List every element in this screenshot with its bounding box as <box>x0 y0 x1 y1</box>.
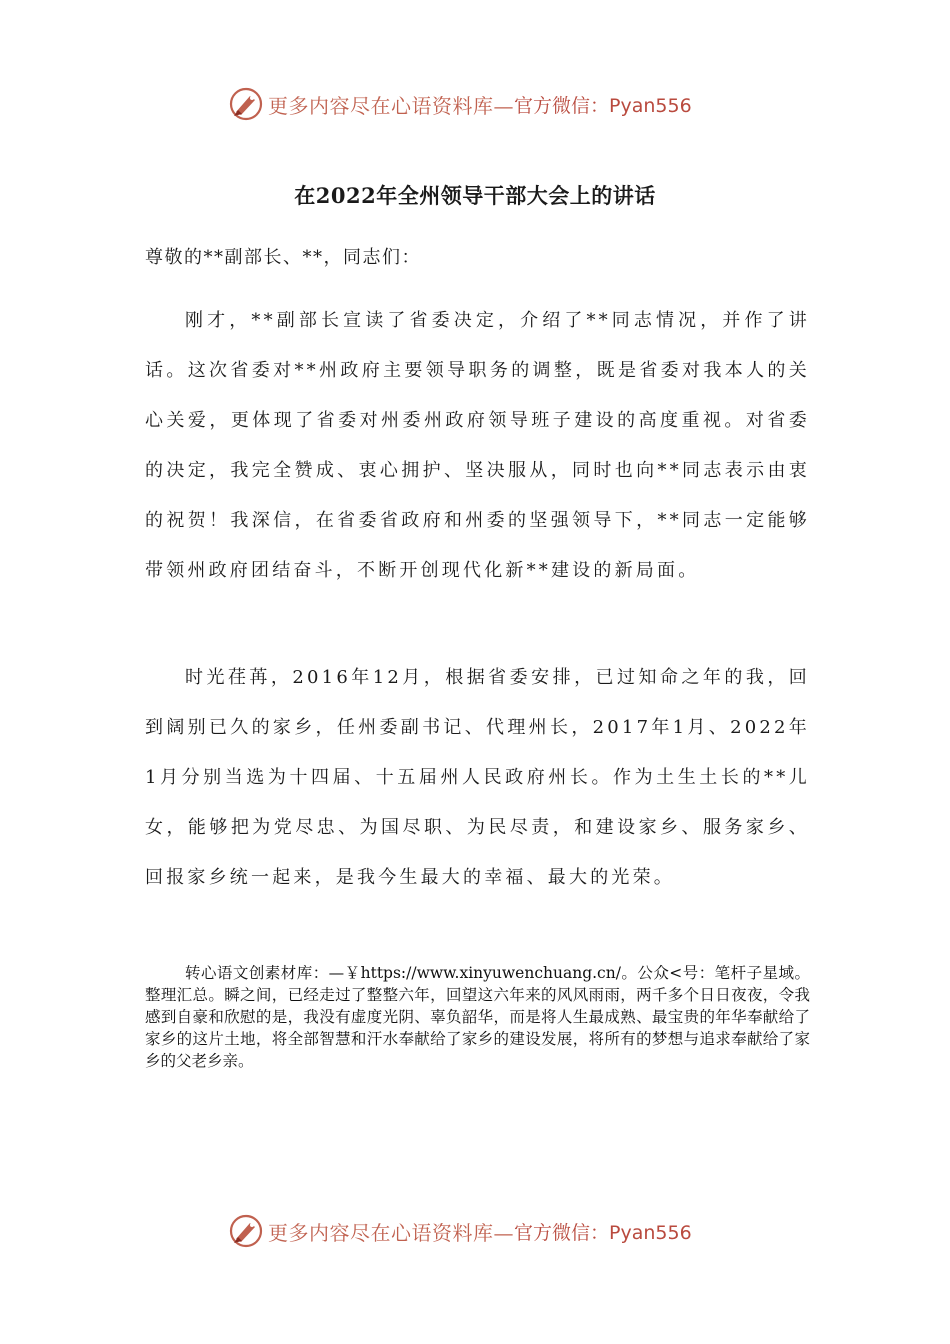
pen-nib-icon <box>228 86 264 122</box>
salutation: 尊敬的**副部长、**，同志们： <box>145 247 421 268</box>
wechat-id: 官方微信：Pyan556 <box>514 1221 692 1244</box>
document-title: 在2022年全州领导干部大会上的讲话 <box>294 183 656 208</box>
paragraph-3: 转心语文创素材库：—￥https://www.xinyuwenchuang.cn/。公众<号：笔杆子星域。整理汇总。瞬之间，已经走过了整整六年，回望这六年来的风风雨雨，两千多个日日夜夜，令我感到自豪和欣慰的是，我没有虚度光阴、辜负韶华，而是将人生最成熟、最宝贵的年华奉献给了家乡的这片土地，将全部智慧和汗水奉献给了家乡的建设发展，将所有的梦想与追求奉献给了家乡的父老乡亲。 <box>145 964 810 1070</box>
pen-nib-icon <box>228 1213 264 1249</box>
footer-banner <box>228 1211 728 1251</box>
paragraph-1: 刚才，**副部长宣读了省委决定，介绍了**同志情况，并作了讲话。这次省委对**州政府主要领导职务的调整，既是省委对我本人的关心关爱，更体现了省委对州委州政府领导班子建设的高度重视。对省委的决定，我完全赞成、衷心拥护、坚决服从，同时也向**同志表示由衷的祝贺！我深信，在省委省政府和州委的坚强领导下，**同志一定能够带领州政府团结奋斗，不断开创现代化新**建设的新局面。 <box>145 310 810 581</box>
brand-text: 更多内容尽在心语资料库— <box>268 93 514 118</box>
header-banner <box>228 84 728 124</box>
paragraph-2: 时光荏苒，2016年12月，根据省委安排，已过知命之年的我，回到阔别已久的家乡，任州委副书记、代理州长，2017年1月、2022年1月分别当选为十四届、十五届州人民政府州长。作为土生土长的**儿女，能够把为党尽忠、为国尽职、为民尽责，和建设家乡、服务家乡、回报家乡统一起来，是我今生最大的幸福、最大的光荣。 <box>145 667 810 888</box>
brand-text: 更多内容尽在心语资料库— <box>268 1220 514 1245</box>
wechat-id: 官方微信：Pyan556 <box>514 94 692 117</box>
